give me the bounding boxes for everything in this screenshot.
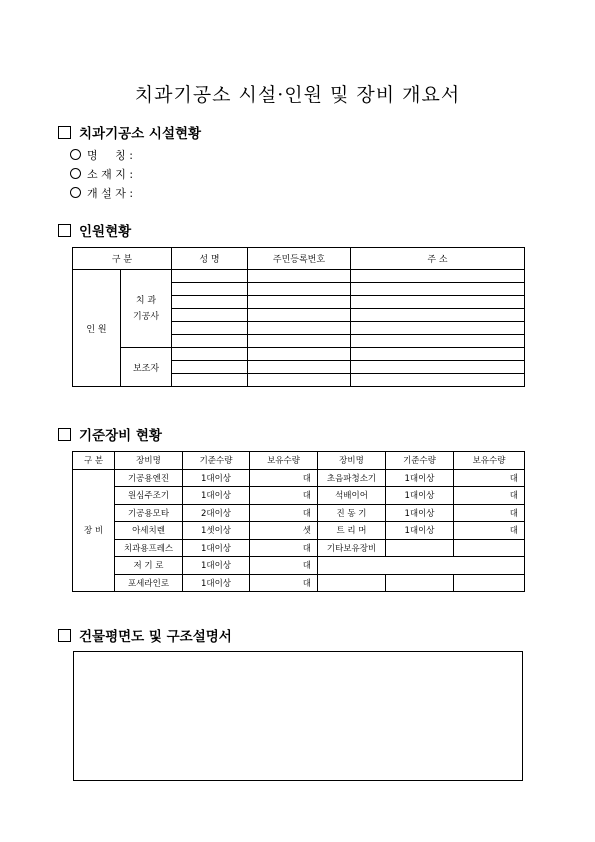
address-cell[interactable]: [351, 283, 525, 296]
standard-qty: 1대이상: [183, 574, 250, 592]
standard-qty: 1대이상: [183, 557, 250, 575]
empty-merged-cell[interactable]: [318, 557, 525, 575]
owned-qty[interactable]: 대: [454, 504, 525, 522]
assistant-label: 보조자: [121, 348, 172, 387]
address-cell[interactable]: [351, 309, 525, 322]
section-facility-title: 치과기공소 시설현황: [79, 126, 202, 142]
checkbox-square-icon: [58, 126, 71, 139]
equipment-name: 저 기 로: [115, 557, 183, 575]
equipment-group-label: 장 비: [73, 469, 115, 592]
equipment-table: [72, 451, 525, 592]
equipment-name: 기공용모타: [115, 504, 183, 522]
resident-id-cell[interactable]: [248, 374, 351, 387]
owned-qty[interactable]: 대: [454, 522, 525, 540]
circle-bullet-icon: [70, 149, 81, 160]
standard-qty: 1대이상: [183, 539, 250, 557]
resident-id-cell[interactable]: [248, 348, 351, 361]
standard-qty: 1대이상: [183, 487, 250, 505]
owned-qty[interactable]: 대: [250, 487, 318, 505]
floorplan-box[interactable]: [73, 651, 523, 781]
section-facility-heading: [58, 122, 201, 142]
header-resident-id: 주민등록번호: [248, 248, 351, 270]
facility-location-label: 소 재 지 :: [87, 168, 134, 181]
name-cell[interactable]: [172, 374, 248, 387]
header-equipment-name: 장비명: [318, 452, 386, 470]
equipment-name: 진 동 기: [318, 504, 386, 522]
owned-qty[interactable]: 대: [250, 574, 318, 592]
section-floorplan-title: 건물평면도 및 구조설명서: [79, 629, 232, 645]
name-cell[interactable]: [172, 283, 248, 296]
header-owned-qty: 보유수량: [250, 452, 318, 470]
header-equipment-name: 장비명: [115, 452, 183, 470]
owned-qty[interactable]: 대: [454, 487, 525, 505]
header-name: 성 명: [172, 248, 248, 270]
checkbox-square-icon: [58, 629, 71, 642]
equipment-name: 기공용엔진: [115, 469, 183, 487]
standard-qty: 1대이상: [386, 487, 454, 505]
owned-qty[interactable]: [454, 574, 525, 592]
facility-location-row: [70, 166, 133, 182]
circle-bullet-icon: [70, 168, 81, 179]
checkbox-square-icon: [58, 224, 71, 237]
resident-id-cell[interactable]: [248, 335, 351, 348]
standard-qty[interactable]: [386, 574, 454, 592]
facility-name-label: 명 칭 :: [87, 149, 133, 162]
section-equipment-title: 기준장비 현황: [79, 428, 162, 444]
name-cell[interactable]: [172, 270, 248, 283]
name-cell[interactable]: [172, 296, 248, 309]
section-floorplan-heading: [58, 625, 232, 645]
resident-id-cell[interactable]: [248, 361, 351, 374]
address-cell[interactable]: [351, 374, 525, 387]
owned-qty[interactable]: [454, 539, 525, 557]
owned-qty[interactable]: 대: [250, 557, 318, 575]
header-standard-qty: 기준수량: [386, 452, 454, 470]
equipment-name: 석배이어: [318, 487, 386, 505]
header-address: 주 소: [351, 248, 525, 270]
owned-qty[interactable]: 셋: [250, 522, 318, 540]
personnel-table: [72, 247, 525, 387]
name-cell[interactable]: [172, 322, 248, 335]
circle-bullet-icon: [70, 187, 81, 198]
equipment-name: 포세라인로: [115, 574, 183, 592]
equipment-name: 아세치렌: [115, 522, 183, 540]
resident-id-cell[interactable]: [248, 296, 351, 309]
address-cell[interactable]: [351, 348, 525, 361]
section-personnel-heading: [58, 220, 131, 240]
facility-founder-row: [70, 185, 133, 201]
standard-qty: 1대이상: [386, 522, 454, 540]
resident-id-cell[interactable]: [248, 283, 351, 296]
owned-qty[interactable]: 대: [250, 469, 318, 487]
header-category: 구 분: [73, 248, 172, 270]
owned-qty[interactable]: 대: [250, 539, 318, 557]
owned-qty[interactable]: 대: [454, 469, 525, 487]
resident-id-cell[interactable]: [248, 270, 351, 283]
name-cell[interactable]: [172, 348, 248, 361]
name-cell[interactable]: [172, 361, 248, 374]
name-cell[interactable]: [172, 335, 248, 348]
equipment-name[interactable]: [318, 574, 386, 592]
facility-founder-label: 개 설 자 :: [87, 187, 134, 200]
address-cell[interactable]: [351, 296, 525, 309]
section-personnel-title: 인원현황: [79, 224, 132, 240]
address-cell[interactable]: [351, 270, 525, 283]
page-title: 치과기공소 시설·인원 및 장비 개요서: [134, 84, 461, 106]
header-owned-qty: 보유수량: [454, 452, 525, 470]
standard-qty: 1대이상: [386, 469, 454, 487]
equipment-name: 기타보유장비: [318, 539, 386, 557]
header-standard-qty: 기준수량: [183, 452, 250, 470]
standard-qty: 2대이상: [183, 504, 250, 522]
equipment-name: 트 리 머: [318, 522, 386, 540]
dental-technician-label: 치 과 기공사: [121, 270, 172, 348]
resident-id-cell[interactable]: [248, 309, 351, 322]
name-cell[interactable]: [172, 309, 248, 322]
equipment-name: 초음파청소기: [318, 469, 386, 487]
section-equipment-heading: [58, 424, 162, 444]
standard-qty: 1셋이상: [183, 522, 250, 540]
equipment-name: 치과용프레스: [115, 539, 183, 557]
owned-qty[interactable]: 대: [250, 504, 318, 522]
header-category: 구 분: [73, 452, 115, 470]
facility-name-row: [70, 147, 133, 163]
resident-id-cell[interactable]: [248, 322, 351, 335]
address-cell[interactable]: [351, 361, 525, 374]
equipment-name: 원심주조기: [115, 487, 183, 505]
standard-qty[interactable]: [386, 539, 454, 557]
checkbox-square-icon: [58, 428, 71, 441]
standard-qty: 1대이상: [386, 504, 454, 522]
personnel-group-label: 인 원: [73, 270, 121, 387]
address-cell[interactable]: [351, 335, 525, 348]
standard-qty: 1대이상: [183, 469, 250, 487]
address-cell[interactable]: [351, 322, 525, 335]
